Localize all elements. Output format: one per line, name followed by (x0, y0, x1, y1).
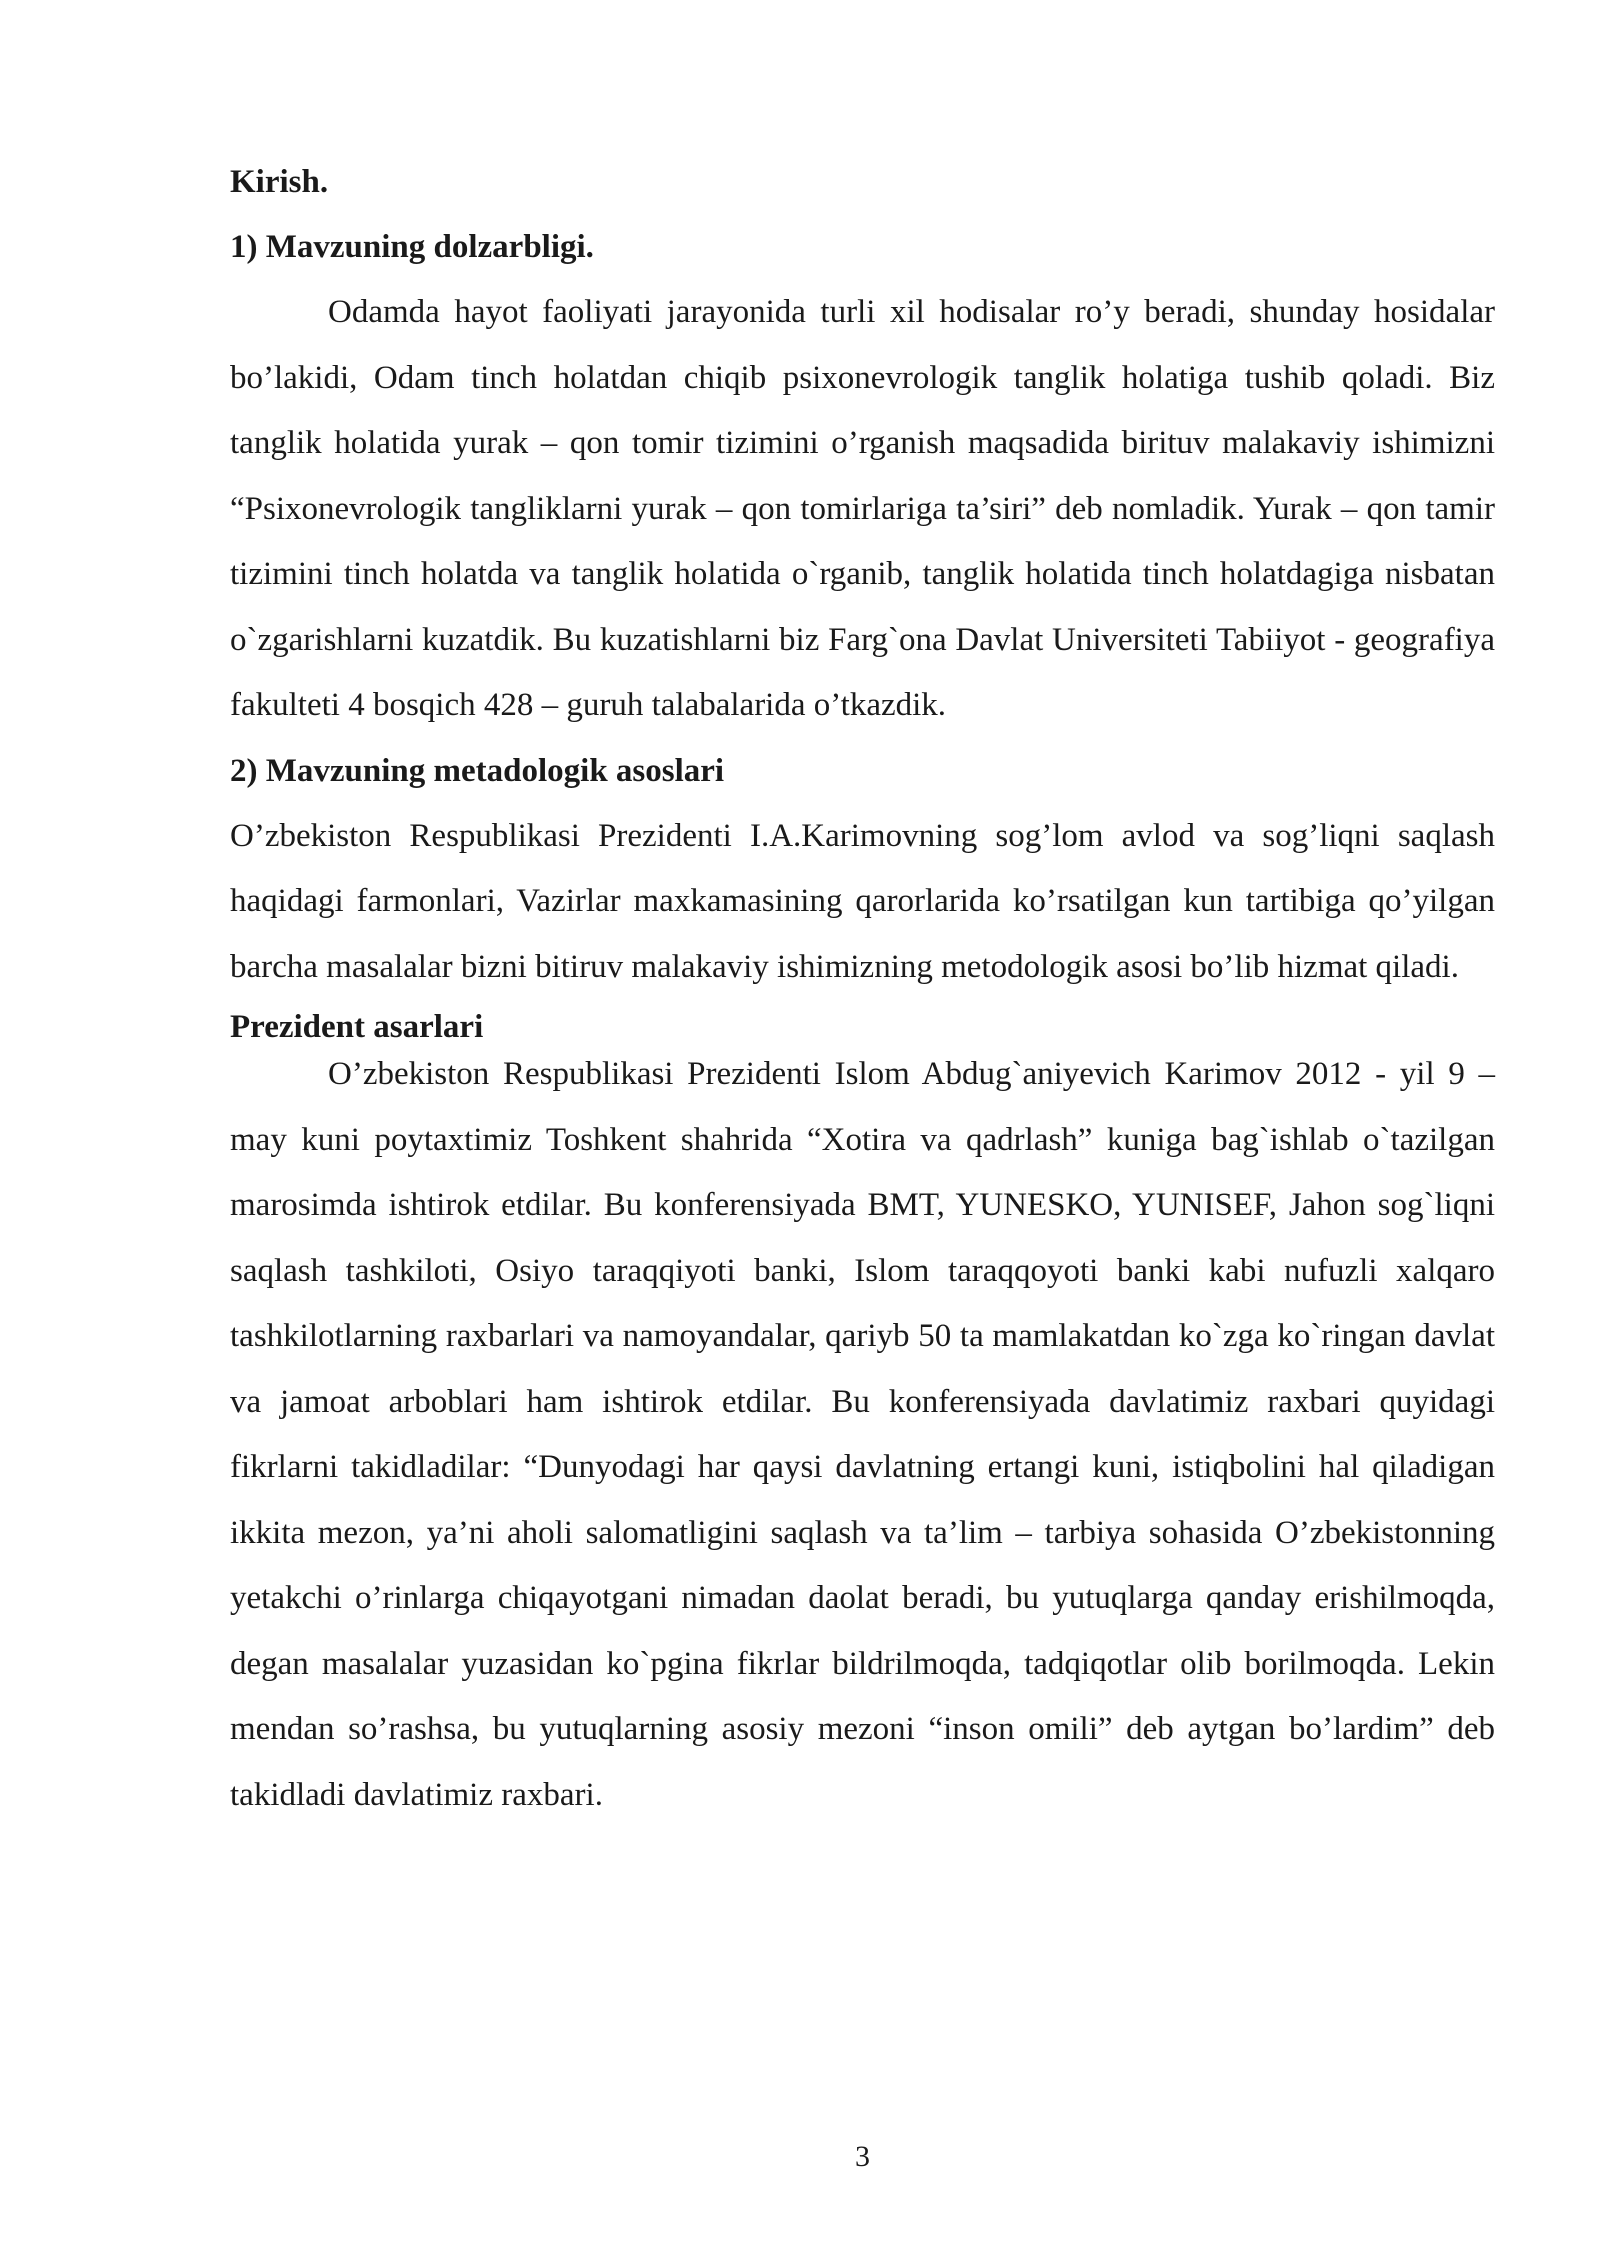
paragraph-president-works: O’zbekiston Respublikasi Prezidenti Islom Abdug`aniyevich Karimov 2012 - yil 9 – may kuni poytaxtimiz Toshkent shahrida “Xotira va qadrlash” kuniga bag`ishlab o`tazilgan marosimda ishtirok etdilar. Bu konferensiyada BMT, YUNESKO, YUNISEF, Jahon sog`liqni saqlash tashkiloti, Osiyo taraqqiyoti banki, Islom taraqqoyoti banki kabi nufuzli xalqaro tashkilotlarning raxbarlari va namoyandalar, qariyb 50 ta mamlakatdan ko`zga ko`ringan davlat va jamoat arboblari ham ishtirok etdilar. Bu konferensiyada davlatimiz raxbari quyidagi fikrlarni takidladilar: “Dunyodagi har qaysi davlatning ertangi kuni, istiqbolini hal qiladigan ikkita mezon, ya’ni aholi salomatligini saqlash va ta’lim – tarbiya sohasida O’zbekistonning yetakchi o’rinlarga chiqayotgani nimadan daolat beradi, bu yutuqlarga qanday erishilmoqda, degan masalalar yuzasidan ko`pgina fikrlar bildrilmoqda, tadqiqotlar olib borilmoqda. Lekin mendan so’rashsa, bu yutuqlarning asosiy mezoni “inson omili” deb aytgan bo’lardim” deb takidladi davlatimiz raxbari. (230, 1056, 1495, 1813)
section-heading-methodology: 2) Mavzuning metadologik asoslari (230, 752, 725, 789)
section-heading-president-works: Prezident asarlari (230, 1009, 484, 1045)
paragraph-methodology: O’zbekiston Respublikasi Prezidenti I.A.Karimovning sog’lom avlod va sog’liqni saqlash haqidagi farmonlari, Vazirlar maxkamasining qarorlarida ko’rsatilgan kun tartibiga qo’yilgan barcha masalalar bizni bitiruv malakaviy ishimizning metodologik asosi bo’lib hizmat qiladi. (230, 817, 1495, 985)
page-content (230, 150, 1495, 1828)
paragraph-relevance: Odamda hayot faoliyati jarayonida turli xil hodisalar ro’y beradi, shunday hosidalar bo’lakidi, Odam tinch holatdan chiqib psixonevrologik tanglik holatiga tushib qoladi. Biz tanglik holatida yurak – qon tomir tizimini o’rganish maqsadida birituv malakaviy ishimizni “Psixonevrologik tangliklarni yurak – qon tomirlariga ta’siri” deb nomladik. Yurak – qon tamir tizimini tinch holatda va tanglik holatida o`rganib, tanglik holatida tinch holatdagiga nisbatan o`zgarishlarni kuzatdik. Bu kuzatishlarni biz Farg`ona Davlat Universiteti Tabiiyot - geografiya fakulteti 4 bosqich 428 – guruh talabalarida o’tkazdik. (230, 294, 1495, 723)
page-number: 3 (855, 2140, 870, 2173)
section-heading-introduction: Kirish. (230, 164, 329, 200)
section-heading-relevance: 1) Mavzuning dolzarbligi. (230, 229, 594, 265)
